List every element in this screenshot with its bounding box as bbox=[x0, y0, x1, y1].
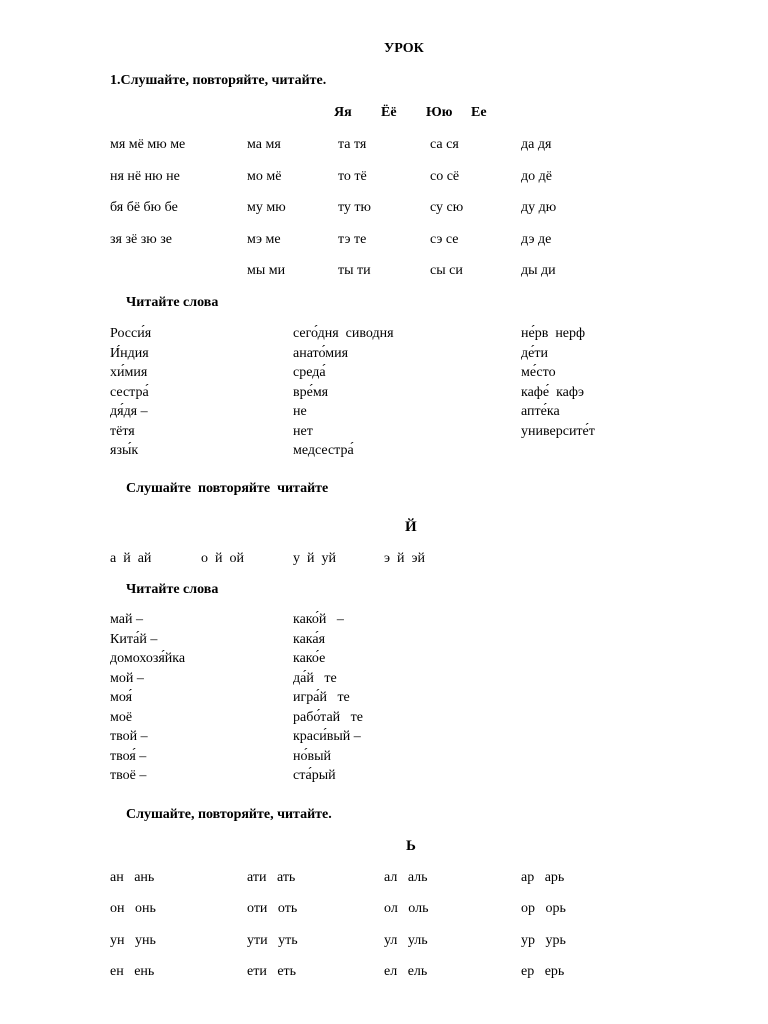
letter-combo: э й эй bbox=[384, 551, 426, 566]
syllable-cell: та тя bbox=[338, 137, 367, 152]
word-item: не bbox=[293, 404, 307, 419]
soft-sign-pair: ун унь bbox=[110, 933, 156, 948]
soft-sign-pair: оти оть bbox=[247, 901, 298, 916]
syllable-cell: да дя bbox=[521, 137, 552, 152]
word-item: не́рв нерф bbox=[521, 326, 586, 341]
vowel-ya: Яя bbox=[334, 105, 352, 120]
soft-sign-pair: ати ать bbox=[247, 870, 296, 885]
word-item: домохозя́йка bbox=[110, 651, 186, 666]
word-item: дя́дя – bbox=[110, 404, 148, 419]
syllable-cell: сэ се bbox=[430, 232, 459, 247]
word-item: ме́сто bbox=[521, 365, 556, 380]
words1-heading: Читайте слова bbox=[126, 295, 219, 310]
syllable-cell: мя мё мю ме bbox=[110, 137, 186, 152]
soft-sign-pair: он онь bbox=[110, 901, 156, 916]
word-item: кафе́ кафэ bbox=[521, 384, 584, 400]
word-item: Росси́я bbox=[110, 326, 152, 341]
syllable-cell: ды ди bbox=[521, 263, 556, 278]
word-item: анато́мия bbox=[293, 345, 349, 361]
syllable-cell: са ся bbox=[430, 137, 459, 152]
syllable-cell: ма мя bbox=[247, 137, 281, 152]
page-title: УРОК bbox=[384, 41, 424, 56]
section2-letter: Й bbox=[405, 519, 417, 535]
syllable-cell: мы ми bbox=[247, 263, 286, 278]
word-item: де́ти bbox=[521, 345, 548, 361]
syllable-cell: мо мё bbox=[247, 169, 282, 184]
syllable-cell: ня нё ню не bbox=[110, 169, 180, 184]
soft-sign-pair: ел ель bbox=[384, 964, 428, 979]
word-item: нет bbox=[293, 423, 313, 439]
soft-sign-pair: ен ень bbox=[110, 964, 155, 979]
word-item: да́й те bbox=[293, 670, 337, 686]
syllable-cell: ту тю bbox=[338, 200, 372, 215]
soft-sign-pair: ор орь bbox=[521, 901, 566, 916]
word-item: ста́рый bbox=[293, 768, 336, 783]
word-item: язы́к bbox=[110, 443, 139, 458]
section1-heading: 1.Слушайте, повторяйте, читайте. bbox=[110, 73, 327, 88]
words1-column-2 bbox=[293, 324, 394, 461]
syllable-cell: то тё bbox=[338, 169, 367, 184]
word-item: како́е bbox=[293, 651, 326, 666]
soft-sign-pair: ер ерь bbox=[521, 964, 565, 979]
syllable-cell: су сю bbox=[430, 200, 464, 215]
syllable-cell: ты ти bbox=[338, 263, 371, 278]
word-item: твоя́ – bbox=[110, 748, 147, 764]
word-item: тётя bbox=[110, 423, 135, 439]
word-item: краси́вый – bbox=[293, 729, 361, 744]
words2-column-2 bbox=[293, 610, 363, 786]
word-item: университе́т bbox=[521, 423, 595, 439]
word-item: моё bbox=[110, 709, 133, 725]
syllable-cell: бя бё бю бе bbox=[110, 200, 178, 215]
syllable-cell: со сё bbox=[430, 169, 460, 184]
syllable-cell: ду дю bbox=[521, 200, 557, 215]
soft-sign-pair: ети еть bbox=[247, 964, 297, 979]
vowel-yu: Юю bbox=[426, 105, 453, 120]
word-item: како́й – bbox=[293, 612, 344, 627]
soft-sign-pair: ал аль bbox=[384, 870, 428, 885]
syllable-cell: мэ ме bbox=[247, 232, 281, 247]
section3-heading: Слушайте, повторяйте, читайте. bbox=[126, 807, 332, 822]
soft-sign-pair: ан ань bbox=[110, 870, 155, 885]
word-item: май – bbox=[110, 612, 143, 627]
syllable-cell: до дё bbox=[521, 169, 552, 184]
soft-sign-pair: ар арь bbox=[521, 870, 565, 885]
soft-sign-pair: ол оль bbox=[384, 901, 429, 916]
word-item: И́ндия bbox=[110, 345, 149, 361]
syllable-cell: дэ де bbox=[521, 232, 552, 247]
word-item: мой – bbox=[110, 670, 144, 686]
words1-column-1 bbox=[110, 324, 151, 461]
letter-combo: а й ай bbox=[110, 551, 152, 566]
word-item: апте́ка bbox=[521, 404, 560, 419]
word-item: кака́я bbox=[293, 631, 326, 647]
letter-combo: о й ой bbox=[201, 551, 244, 566]
word-item: хи́мия bbox=[110, 365, 148, 380]
syllable-cell: зя зё зю зе bbox=[110, 232, 172, 247]
words1-column-3 bbox=[521, 324, 595, 441]
syllable-cell: тэ те bbox=[338, 232, 367, 247]
vowel-yo: Ёё bbox=[381, 105, 397, 120]
word-item: сего́дня сиводня bbox=[293, 326, 394, 341]
words2-column-1 bbox=[110, 610, 185, 786]
soft-sign-pair: ур урь bbox=[521, 933, 566, 948]
words2-heading: Читайте слова bbox=[126, 582, 219, 597]
soft-sign-pair: ути уть bbox=[247, 933, 298, 948]
word-item: но́вый bbox=[293, 748, 332, 764]
word-item: медсестра́ bbox=[293, 443, 354, 458]
letter-combo: у й уй bbox=[293, 551, 336, 566]
vowel-ye: Ее bbox=[471, 105, 487, 120]
syllable-cell: сы си bbox=[430, 263, 463, 278]
word-item: игра́й те bbox=[293, 690, 350, 705]
section2-heading: Слушайте повторяйте читайте bbox=[126, 481, 329, 496]
section3-letter: Ь bbox=[406, 838, 416, 854]
word-item: твой – bbox=[110, 729, 148, 744]
syllable-cell: му мю bbox=[247, 200, 286, 215]
word-item: среда́ bbox=[293, 365, 326, 380]
word-item: твоё – bbox=[110, 768, 147, 783]
word-item: моя́ bbox=[110, 690, 133, 705]
word-item: рабо́тай те bbox=[293, 709, 363, 725]
word-item: вре́мя bbox=[293, 384, 329, 400]
soft-sign-pair: ул уль bbox=[384, 933, 428, 948]
word-item: Кита́й – bbox=[110, 631, 158, 647]
word-item: сестра́ bbox=[110, 384, 149, 400]
